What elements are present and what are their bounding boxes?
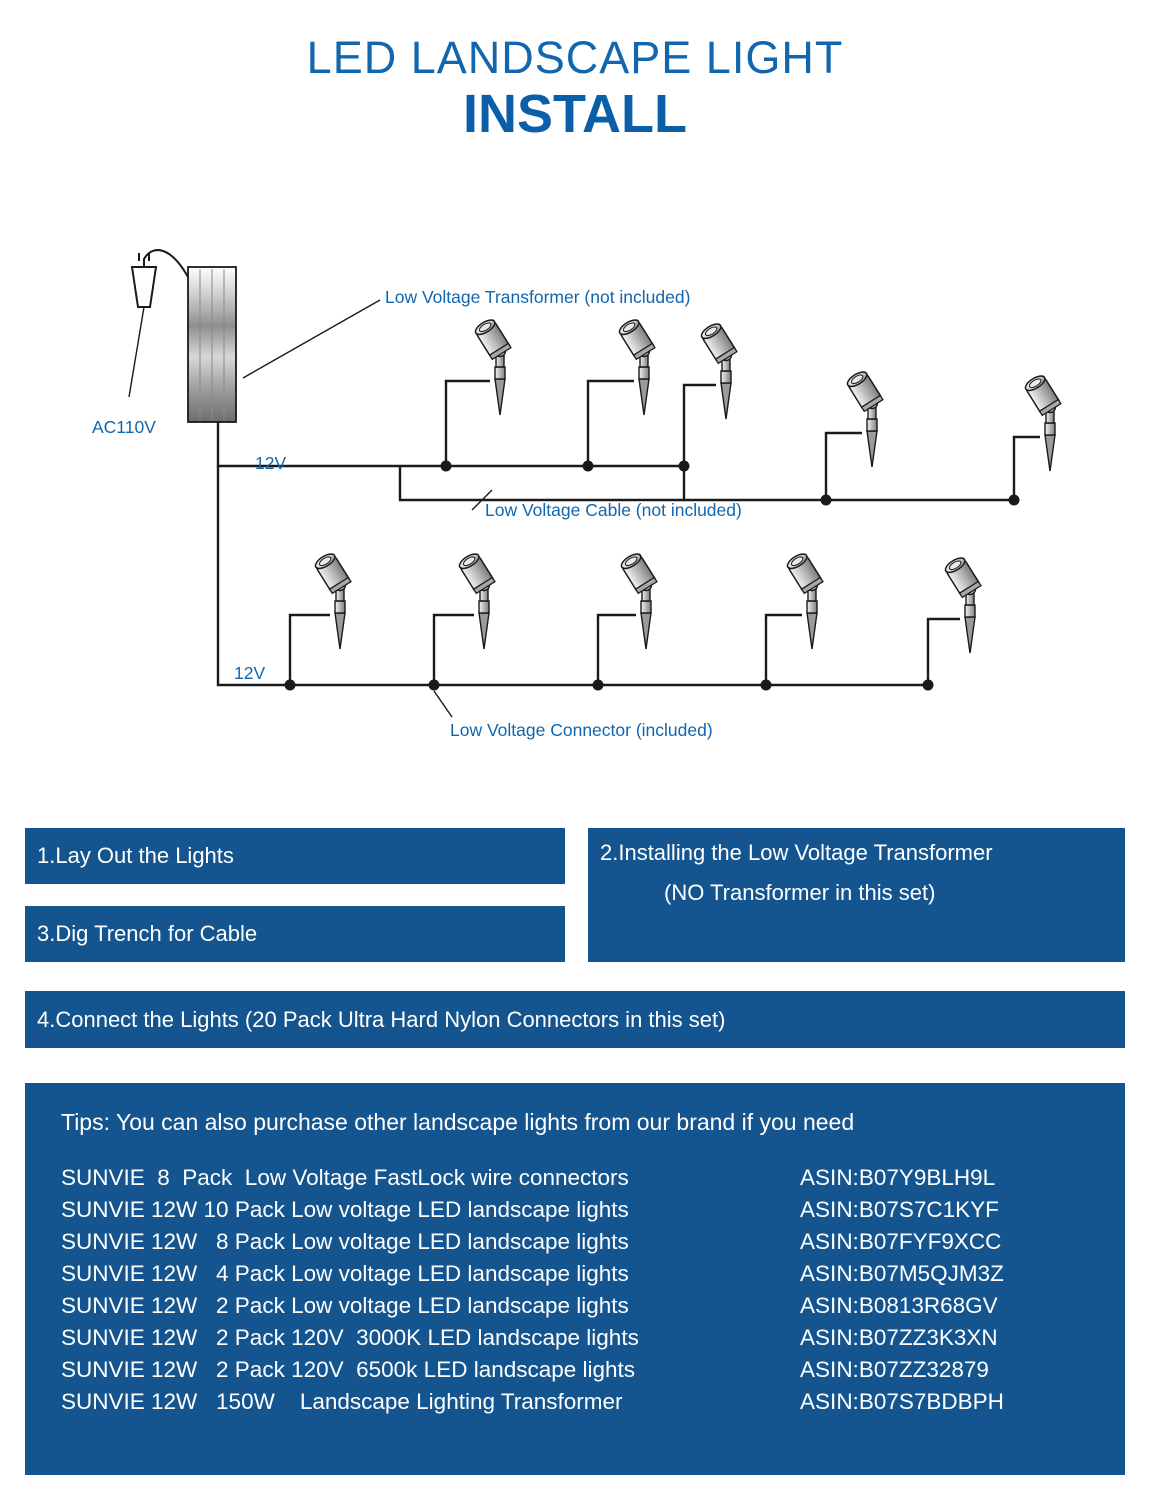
step-connect-lights: 4.Connect the Lights (20 Pack Ultra Hard Nylon Connectors in this set): [25, 991, 1125, 1048]
top-wire-3: [588, 385, 716, 466]
product-description: SUNVIE 12W 2 Pack Low voltage LED landscape lights: [61, 1293, 629, 1318]
connector-dot: [593, 680, 604, 691]
ac-label-leader: [129, 307, 144, 397]
page-title: [0, 34, 1150, 149]
table-row: [61, 1162, 1089, 1194]
landscape-light: [943, 555, 981, 653]
connector-dot: [761, 680, 772, 691]
step-install-transformer: [588, 828, 1125, 962]
bottom-wire-2: [290, 615, 474, 685]
table-row: [61, 1290, 1089, 1322]
label-connector: Low Voltage Connector (included): [450, 720, 713, 740]
connector-dot: [679, 461, 690, 472]
landscape-light: [313, 551, 351, 649]
product-asin: ASIN:B07FYF9XCC: [800, 1229, 1002, 1254]
landscape-light: [617, 317, 655, 415]
top-wire-2: [446, 381, 634, 466]
landscape-light: [785, 551, 823, 649]
landscape-light: [473, 317, 511, 415]
label-voltage-bottom: 12V: [234, 663, 266, 683]
bottom-wire-1: [290, 615, 330, 685]
top-wire-5: [826, 437, 1040, 500]
table-row: [61, 1258, 1089, 1290]
product-description: SUNVIE 8 Pack Low Voltage FastLock wire connectors: [61, 1165, 629, 1190]
landscape-light: [845, 369, 883, 467]
product-asin: ASIN:B07Y9BLH9L: [800, 1165, 996, 1190]
product-asin: ASIN:B07M5QJM3Z: [800, 1261, 1004, 1286]
tips-heading: Tips: You can also purchase other landscape lights from our brand if you need: [61, 1109, 855, 1135]
table-row: [61, 1354, 1089, 1386]
product-description: SUNVIE 12W 150W Landscape Lighting Transformer: [61, 1389, 623, 1414]
top-trunk-wire: [218, 422, 446, 466]
label-ac-input: AC110V: [92, 417, 156, 437]
product-asin: ASIN:B07S7C1KYF: [800, 1197, 999, 1222]
tips-panel: [25, 1083, 1125, 1475]
table-row: [61, 1322, 1089, 1354]
bottom-trunk-wire: [218, 466, 290, 685]
connector-dot: [821, 495, 832, 506]
step-dig-trench: 3.Dig Trench for Cable: [25, 906, 565, 962]
landscape-light: [619, 551, 657, 649]
product-description: SUNVIE 12W 2 Pack 120V 3000K LED landscape lights: [61, 1325, 639, 1350]
title-line-2: INSTALL: [463, 84, 687, 145]
steps-section: [25, 828, 1125, 1058]
product-asin: ASIN:B07ZZ3K3XN: [800, 1325, 998, 1350]
connector-dot: [1009, 495, 1020, 506]
top-wire-1: [446, 381, 490, 466]
product-asin: ASIN:B07ZZ32879: [800, 1357, 989, 1382]
connector-dot: [923, 680, 934, 691]
bottom-wire-4: [598, 615, 802, 685]
bottom-wire-5: [766, 619, 960, 685]
product-asin: ASIN:B0813R68GV: [800, 1293, 998, 1318]
title-line-1: LED LANDSCAPE LIGHT: [306, 32, 844, 83]
connector-dot: [441, 461, 452, 472]
tips-table: [61, 1162, 1089, 1418]
product-description: SUNVIE 12W 10 Pack Low voltage LED landscape lights: [61, 1197, 629, 1222]
product-asin: ASIN:B07S7BDBPH: [800, 1389, 1004, 1414]
step-install-transformer-line1: 2.Installing the Low Voltage Transformer: [600, 840, 993, 865]
top-loop-wire: [400, 466, 684, 500]
label-voltage-top: 12V: [255, 453, 287, 473]
table-row: [61, 1226, 1089, 1258]
product-description: SUNVIE 12W 2 Pack 120V 6500k LED landscape lights: [61, 1357, 636, 1382]
plug-body: [132, 267, 156, 307]
connector-dot: [429, 680, 440, 691]
connector-dot: [583, 461, 594, 472]
table-row: [61, 1386, 1089, 1418]
label-transformer: Low Voltage Transformer (not included): [385, 287, 691, 307]
landscape-light: [1023, 373, 1061, 471]
top-wire-4: [684, 433, 862, 500]
landscape-light: [699, 321, 737, 419]
product-description: SUNVIE 12W 8 Pack Low voltage LED landscape lights: [61, 1229, 629, 1254]
step-install-transformer-line2: (NO Transformer in this set): [664, 880, 936, 905]
label-cable: Low Voltage Cable (not included): [485, 500, 742, 520]
wiring-diagram: [0, 215, 1150, 775]
product-description: SUNVIE 12W 4 Pack Low voltage LED landscape lights: [61, 1261, 629, 1286]
landscape-light: [457, 551, 495, 649]
connector-label-leader: [434, 691, 452, 717]
table-row: [61, 1194, 1089, 1226]
connector-dot: [285, 680, 296, 691]
bottom-wire-3: [434, 615, 636, 685]
transformer-label-leader: [243, 300, 380, 378]
step-lay-out-lights: 1.Lay Out the Lights: [25, 828, 565, 884]
